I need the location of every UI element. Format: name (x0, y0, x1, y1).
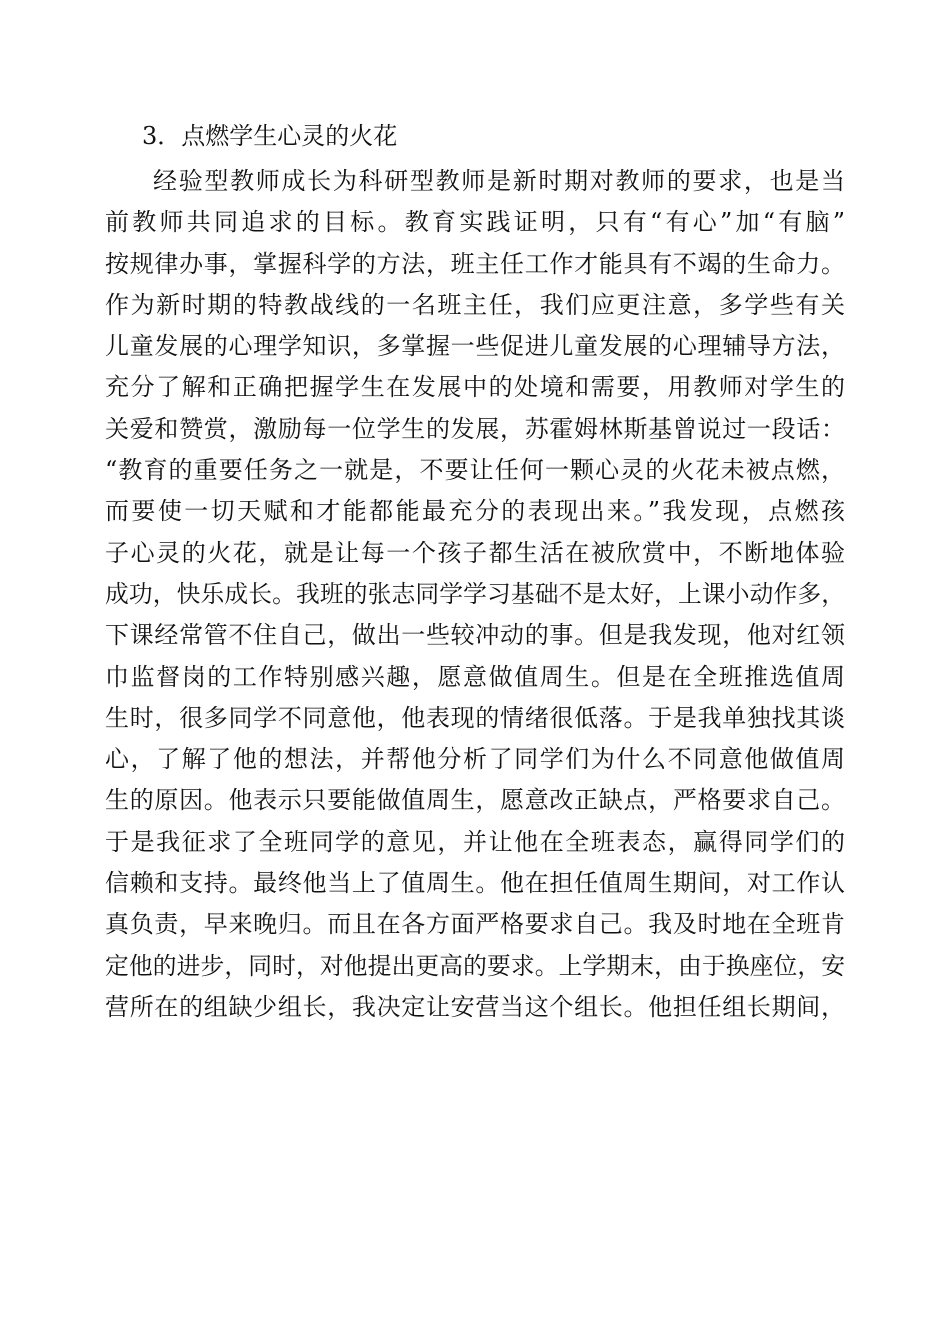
text-line: 于是我征求了全班同学的意见，并让他在全班表态，赢得同学们的 (105, 827, 845, 856)
text-line: 充分了解和正确把握学生在发展中的处境和需要，用教师对学生的 (105, 373, 845, 402)
text-line: 儿童发展的心理学知识，多掌握一些促进儿童发展的心理辅导方法， (105, 332, 845, 361)
text-line: 心，了解了他的想法，并帮他分析了同学们为什么不同意他做值周 (105, 745, 845, 774)
text-line: 成功，快乐成长。我班的张志同学学习基础不是太好，上课小动作多， (105, 579, 845, 608)
text-line: 生的原因。他表示只要能做值周生，愿意改正缺点，严格要求自己。 (105, 786, 845, 815)
text-line: 经验型教师成长为科研型教师是新时期对教师的要求，也是当 (153, 167, 845, 195)
text-line: 巾监督岗的工作特别感兴趣，愿意做值周生。但是在全班推选值周 (105, 662, 845, 691)
text-line: 子心灵的火花，就是让每一个孩子都生活在被欣赏中，不断地体验 (105, 538, 845, 567)
text-line: 关爱和赞赏，激励每一位学生的发展，苏霍姆林斯基曾说过一段话： (105, 414, 845, 443)
text-line: “教育的重要任务之一就是，不要让任何一颗心灵的火花未被点燃， (105, 456, 845, 485)
text-line: 前教师共同追求的目标。教育实践证明，只有“有心”加“有脑” (105, 208, 845, 237)
text-line: 作为新时期的特教战线的一名班主任，我们应更注意，多学些有关 (105, 290, 845, 319)
text-line: 下课经常管不住自己，做出一些较冲动的事。但是我发现，他对红领 (105, 621, 845, 650)
body-paragraph (105, 161, 845, 1028)
text-line: 真负责，早来晚归。而且在各方面严格要求自己。我及时地在全班肯 (105, 910, 845, 939)
text-line: 按规律办事，掌握科学的方法，班主任工作才能具有不竭的生命力。 (105, 249, 845, 278)
text-line: 营所在的组缺少组长，我决定让安营当这个组长。他担任组长期间， (105, 992, 845, 1021)
text-line: 定他的进步，同时，对他提出更高的要求。上学期末，由于换座位，安 (105, 951, 845, 980)
text-line: 而要使一切天赋和才能都能最充分的表现出来。”我发现，点燃孩 (105, 497, 845, 526)
text-line: 信赖和支持。最终他当上了值周生。他在担任值周生期间，对工作认 (105, 869, 845, 898)
section-heading: 3．点燃学生心灵的火花 (142, 122, 398, 150)
text-line: 生时，很多同学不同意他，他表现的情绪很低落。于是我单独找其谈 (105, 703, 845, 732)
